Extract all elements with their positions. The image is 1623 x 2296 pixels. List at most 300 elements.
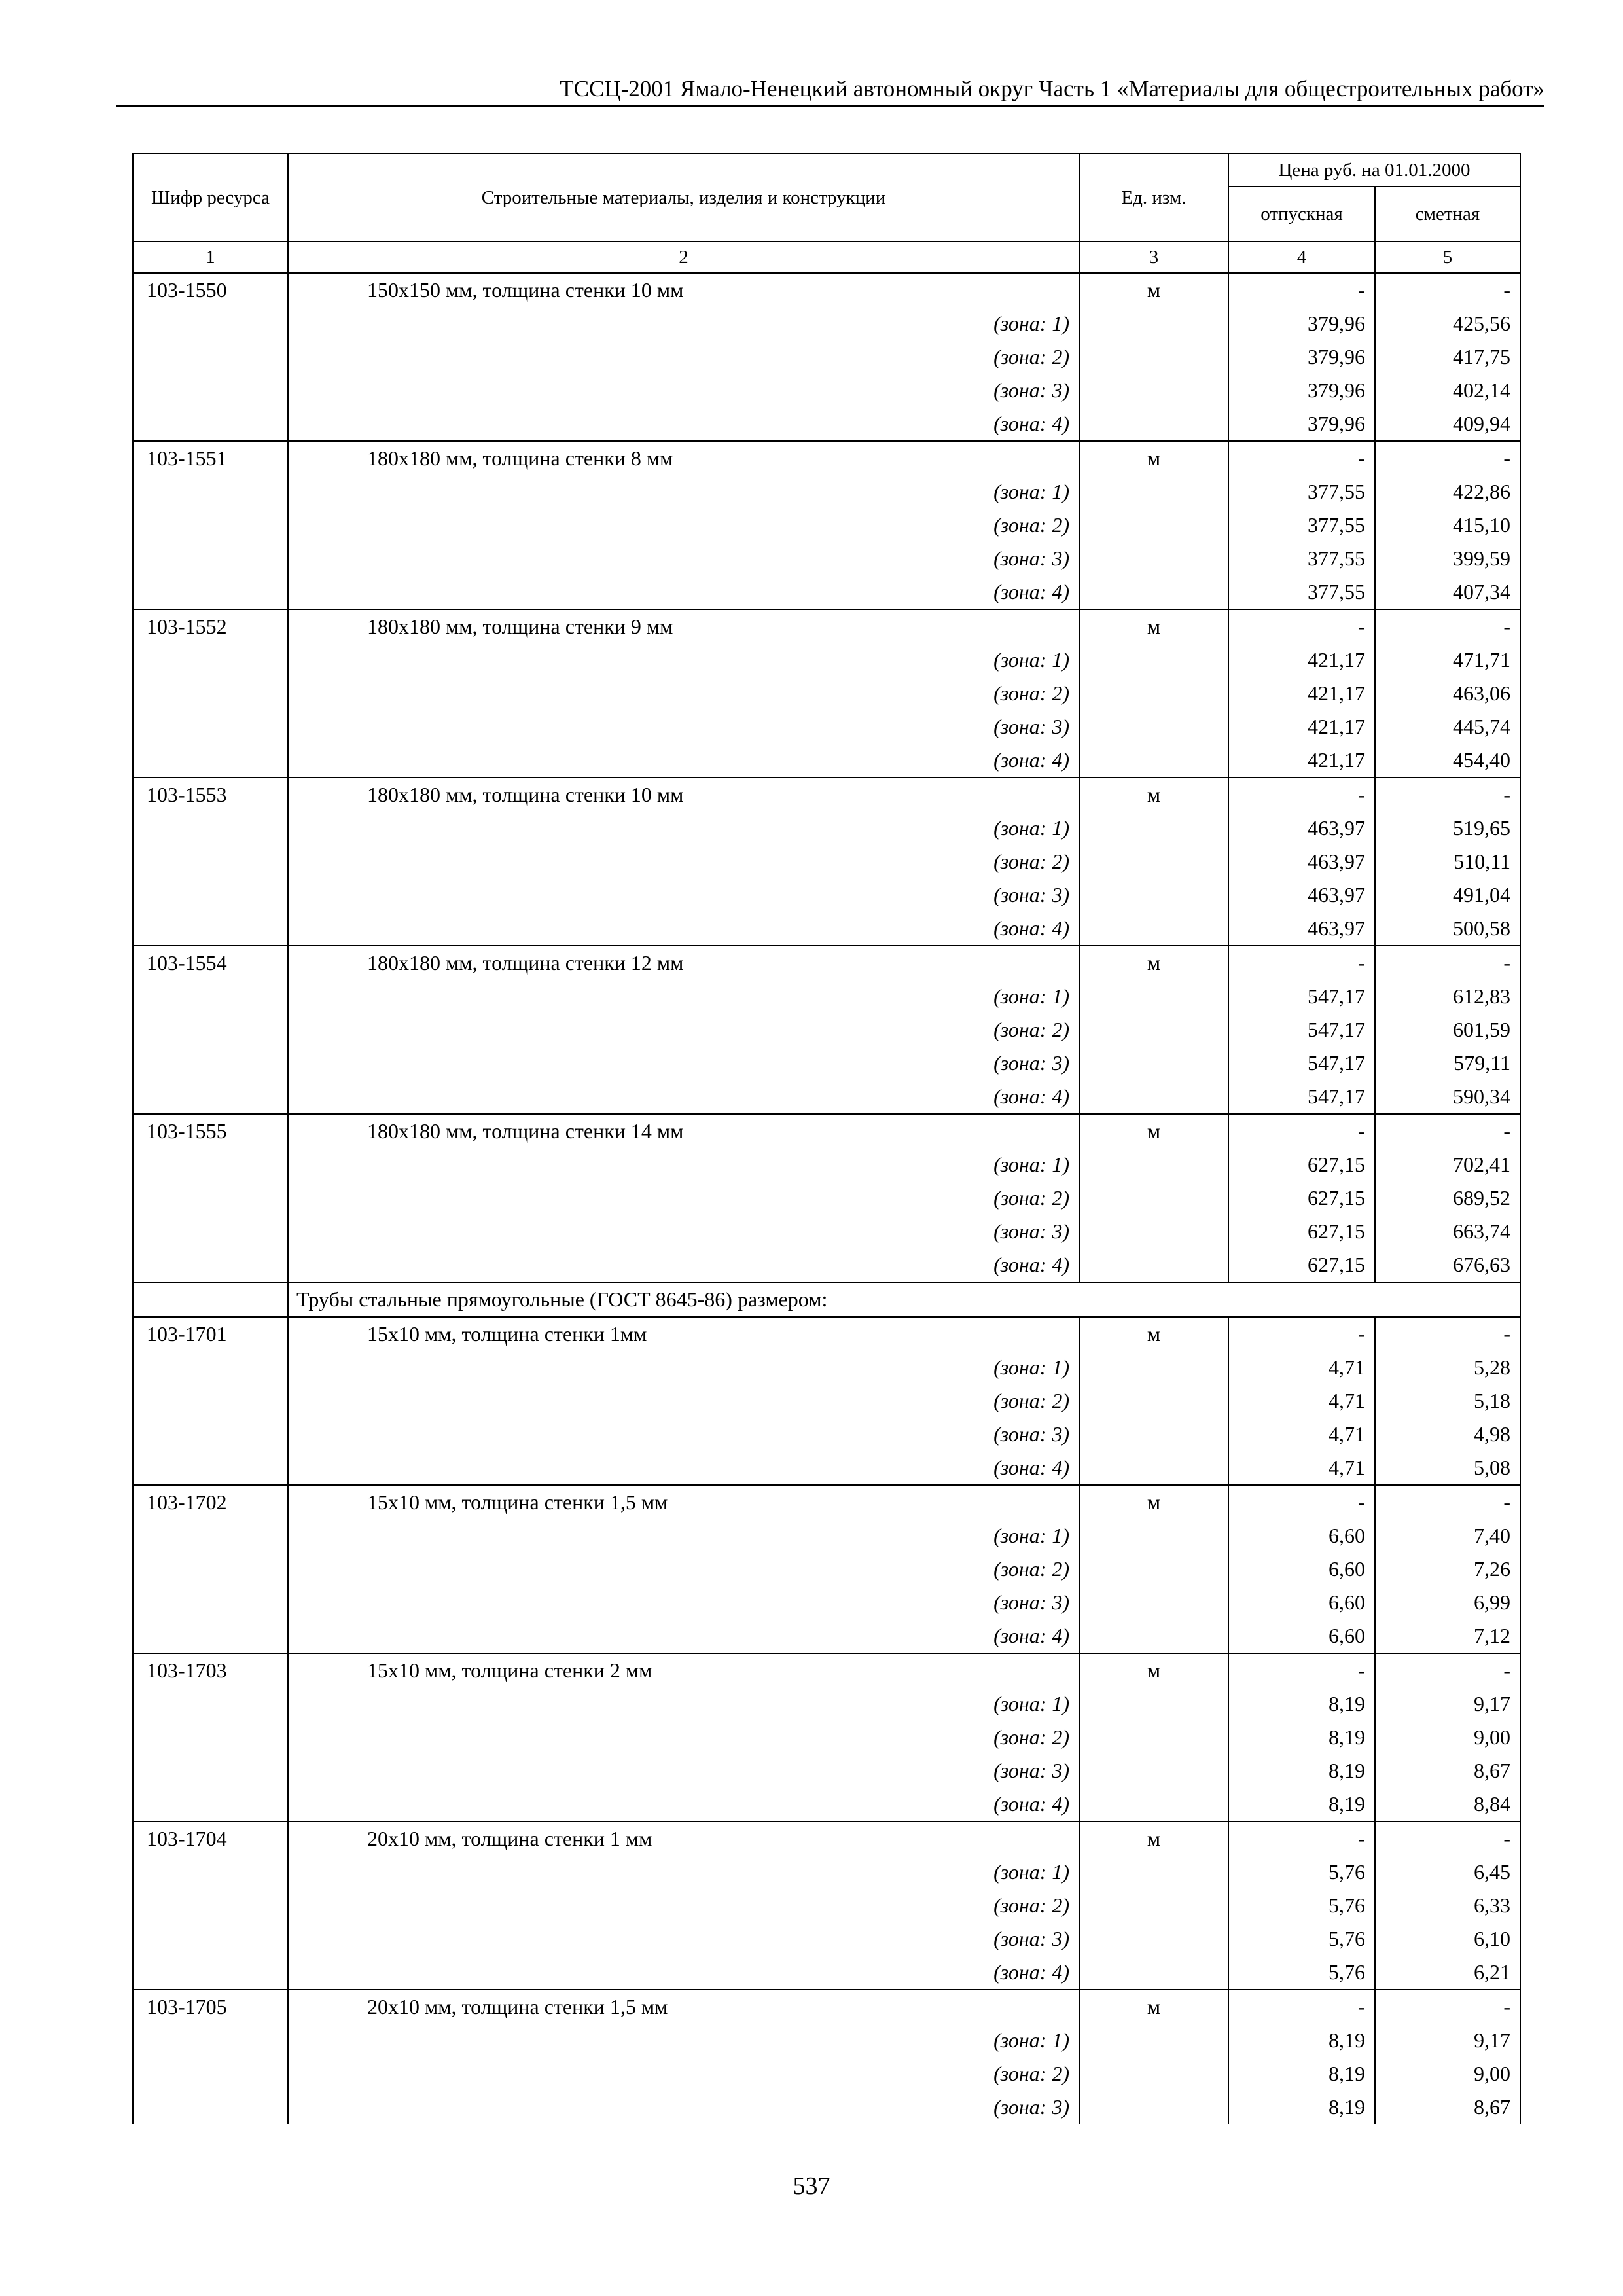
estimate-price: - (1375, 1485, 1520, 1519)
empty-unit-cell (1079, 1248, 1228, 1282)
release-price: 8,19 (1228, 1754, 1375, 1787)
empty-code-cell (133, 912, 288, 946)
zone-row (133, 1351, 1520, 1384)
empty-code-cell (133, 1922, 288, 1956)
estimate-price: 425,56 (1375, 307, 1520, 340)
zone-label: (зона: 3) (288, 2090, 1079, 2124)
empty-unit-cell (1079, 1013, 1228, 1047)
empty-code-cell (133, 2090, 288, 2124)
release-price: 627,15 (1228, 1181, 1375, 1215)
estimate-price: - (1375, 1114, 1520, 1148)
empty-code-cell (133, 1451, 288, 1485)
table-body-a (133, 273, 1520, 1282)
column-number: 1 (133, 242, 288, 273)
estimate-price: 689,52 (1375, 1181, 1520, 1215)
zone-row (133, 1687, 1520, 1721)
material-name: 180x180 мм, толщина стенки 8 мм (288, 441, 1079, 475)
section-code-cell (133, 1282, 288, 1317)
material-name: 180x180 мм, толщина стенки 12 мм (288, 946, 1079, 980)
unit-cell: м (1079, 273, 1228, 307)
empty-unit-cell (1079, 1047, 1228, 1080)
material-name: 15x10 мм, толщина стенки 1мм (288, 1317, 1079, 1351)
zone-label: (зона: 2) (288, 1721, 1079, 1754)
table-row (133, 441, 1520, 475)
resource-code: 103-1555 (133, 1114, 288, 1148)
zone-label: (зона: 3) (288, 374, 1079, 407)
table-row (133, 1990, 1520, 2024)
empty-unit-cell (1079, 1586, 1228, 1619)
zone-row (133, 1552, 1520, 1586)
zone-row (133, 677, 1520, 710)
material-name: 20x10 мм, толщина стенки 1 мм (288, 1821, 1079, 1856)
empty-unit-cell (1079, 1418, 1228, 1451)
release-price: 379,96 (1228, 307, 1375, 340)
material-name: 15x10 мм, толщина стенки 2 мм (288, 1653, 1079, 1687)
release-price: 627,15 (1228, 1148, 1375, 1181)
zone-row (133, 1721, 1520, 1754)
empty-unit-cell (1079, 980, 1228, 1013)
zone-row (133, 878, 1520, 912)
empty-code-cell (133, 1889, 288, 1922)
zone-row (133, 575, 1520, 609)
empty-code-cell (133, 1148, 288, 1181)
resource-code: 103-1703 (133, 1653, 288, 1687)
empty-code-cell (133, 307, 288, 340)
material-name: 180x180 мм, толщина стенки 10 мм (288, 778, 1079, 812)
empty-unit-cell (1079, 812, 1228, 845)
empty-unit-cell (1079, 475, 1228, 509)
running-header: ТССЦ-2001 Ямало-Ненецкий автономный округ Часть 1 «Материалы для общестроительных работ» (560, 76, 1544, 101)
table-row (133, 1821, 1520, 1856)
release-price: 377,55 (1228, 542, 1375, 575)
empty-code-cell (133, 575, 288, 609)
unit-cell: м (1079, 1114, 1228, 1148)
empty-code-cell (133, 845, 288, 878)
zone-label: (зона: 3) (288, 1586, 1079, 1619)
empty-unit-cell (1079, 710, 1228, 744)
resource-code: 103-1552 (133, 609, 288, 643)
empty-unit-cell (1079, 407, 1228, 441)
unit-cell: м (1079, 778, 1228, 812)
zone-row (133, 1148, 1520, 1181)
release-price: 379,96 (1228, 374, 1375, 407)
zone-label: (зона: 4) (288, 407, 1079, 441)
estimate-price: 7,26 (1375, 1552, 1520, 1586)
estimate-price: 422,86 (1375, 475, 1520, 509)
empty-code-cell (133, 710, 288, 744)
release-price: - (1228, 1653, 1375, 1687)
estimate-price: 500,58 (1375, 912, 1520, 946)
release-price: 547,17 (1228, 1080, 1375, 1114)
estimate-price: 407,34 (1375, 575, 1520, 609)
zone-row (133, 1619, 1520, 1653)
material-name: 180x180 мм, толщина стенки 14 мм (288, 1114, 1079, 1148)
zone-row (133, 1787, 1520, 1821)
zone-row (133, 1047, 1520, 1080)
release-price: 547,17 (1228, 1013, 1375, 1047)
zone-row (133, 1956, 1520, 1990)
zone-label: (зона: 3) (288, 710, 1079, 744)
zone-row (133, 2057, 1520, 2090)
empty-code-cell (133, 2057, 288, 2090)
release-price: - (1228, 609, 1375, 643)
estimate-price: - (1375, 778, 1520, 812)
empty-unit-cell (1079, 1552, 1228, 1586)
empty-code-cell (133, 1687, 288, 1721)
empty-unit-cell (1079, 744, 1228, 778)
header-rule (116, 105, 1544, 107)
zone-row (133, 1080, 1520, 1114)
zone-label: (зона: 3) (288, 1215, 1079, 1248)
zone-row (133, 1215, 1520, 1248)
zone-label: (зона: 2) (288, 2057, 1079, 2090)
zone-row (133, 744, 1520, 778)
empty-code-cell (133, 1013, 288, 1047)
estimate-price: 6,21 (1375, 1956, 1520, 1990)
empty-code-cell (133, 643, 288, 677)
release-price: 8,19 (1228, 2090, 1375, 2124)
empty-code-cell (133, 878, 288, 912)
estimate-price: 676,63 (1375, 1248, 1520, 1282)
empty-code-cell (133, 1519, 288, 1552)
empty-unit-cell (1079, 1922, 1228, 1956)
zone-label: (зона: 4) (288, 1956, 1079, 1990)
zone-row (133, 1889, 1520, 1922)
zone-row (133, 812, 1520, 845)
empty-unit-cell (1079, 912, 1228, 946)
empty-unit-cell (1079, 1721, 1228, 1754)
release-price: - (1228, 1821, 1375, 1856)
release-price: 627,15 (1228, 1248, 1375, 1282)
zone-label: (зона: 2) (288, 1889, 1079, 1922)
unit-cell: м (1079, 1485, 1228, 1519)
zone-row (133, 2024, 1520, 2057)
resource-code: 103-1550 (133, 273, 288, 307)
unit-cell: м (1079, 441, 1228, 475)
empty-unit-cell (1079, 1619, 1228, 1653)
zone-label: (зона: 1) (288, 475, 1079, 509)
release-price: 463,97 (1228, 812, 1375, 845)
release-price: 6,60 (1228, 1619, 1375, 1653)
release-price: - (1228, 1990, 1375, 2024)
resource-code: 103-1553 (133, 778, 288, 812)
table-row (133, 1485, 1520, 1519)
empty-code-cell (133, 1181, 288, 1215)
empty-code-cell (133, 1215, 288, 1248)
empty-code-cell (133, 1384, 288, 1418)
header-price-group: Цена руб. на 01.01.2000 (1228, 154, 1520, 187)
estimate-price: 6,45 (1375, 1856, 1520, 1889)
release-price: - (1228, 1114, 1375, 1148)
empty-unit-cell (1079, 643, 1228, 677)
zone-row (133, 643, 1520, 677)
estimate-price: - (1375, 441, 1520, 475)
estimate-price: 491,04 (1375, 878, 1520, 912)
empty-unit-cell (1079, 1687, 1228, 1721)
release-price: 377,55 (1228, 509, 1375, 542)
empty-unit-cell (1079, 2090, 1228, 2124)
empty-unit-cell (1079, 1956, 1228, 1990)
release-price: 379,96 (1228, 340, 1375, 374)
zone-row (133, 845, 1520, 878)
material-name: 20x10 мм, толщина стенки 1,5 мм (288, 1990, 1079, 2024)
unit-cell: м (1079, 1821, 1228, 1856)
empty-unit-cell (1079, 1451, 1228, 1485)
empty-code-cell (133, 2024, 288, 2057)
unit-cell: м (1079, 1990, 1228, 2024)
estimate-price: 601,59 (1375, 1013, 1520, 1047)
zone-row (133, 710, 1520, 744)
estimate-price: 4,98 (1375, 1418, 1520, 1451)
zone-row (133, 2090, 1520, 2124)
section-row (133, 1282, 1520, 1317)
empty-code-cell (133, 980, 288, 1013)
estimate-price: 8,67 (1375, 2090, 1520, 2124)
estimate-price: 463,06 (1375, 677, 1520, 710)
table-row (133, 1653, 1520, 1687)
header-name: Строительные материалы, изделия и конструкции (288, 154, 1079, 242)
zone-row (133, 1181, 1520, 1215)
empty-unit-cell (1079, 1856, 1228, 1889)
unit-cell: м (1079, 946, 1228, 980)
release-price: - (1228, 273, 1375, 307)
estimate-price: 417,75 (1375, 340, 1520, 374)
empty-unit-cell (1079, 542, 1228, 575)
release-price: 463,97 (1228, 912, 1375, 946)
zone-row (133, 374, 1520, 407)
empty-code-cell (133, 407, 288, 441)
estimate-price: 579,11 (1375, 1047, 1520, 1080)
header-unit: Ед. изм. (1079, 154, 1228, 242)
zone-label: (зона: 3) (288, 542, 1079, 575)
zone-label: (зона: 3) (288, 1418, 1079, 1451)
empty-code-cell (133, 475, 288, 509)
release-price: 8,19 (1228, 2057, 1375, 2090)
release-price: 377,55 (1228, 475, 1375, 509)
release-price: 421,17 (1228, 677, 1375, 710)
empty-unit-cell (1079, 575, 1228, 609)
zone-label: (зона: 2) (288, 677, 1079, 710)
release-price: - (1228, 1317, 1375, 1351)
zone-row (133, 509, 1520, 542)
release-price: 377,55 (1228, 575, 1375, 609)
zone-label: (зона: 4) (288, 1787, 1079, 1821)
empty-unit-cell (1079, 1148, 1228, 1181)
estimate-price: 519,65 (1375, 812, 1520, 845)
zone-label: (зона: 1) (288, 2024, 1079, 2057)
empty-code-cell (133, 1956, 288, 1990)
column-number: 5 (1375, 242, 1520, 273)
table-row (133, 609, 1520, 643)
column-number: 4 (1228, 242, 1375, 273)
zone-label: (зона: 4) (288, 1619, 1079, 1653)
zone-row (133, 1754, 1520, 1787)
page-number: 537 (793, 2172, 830, 2200)
empty-code-cell (133, 1080, 288, 1114)
zone-label: (зона: 3) (288, 1754, 1079, 1787)
zone-label: (зона: 4) (288, 1248, 1079, 1282)
estimate-price: 9,00 (1375, 2057, 1520, 2090)
zone-label: (зона: 2) (288, 1384, 1079, 1418)
estimate-price: 8,84 (1375, 1787, 1520, 1821)
release-price: 4,71 (1228, 1451, 1375, 1485)
release-price: 5,76 (1228, 1956, 1375, 1990)
release-price: - (1228, 441, 1375, 475)
release-price: 547,17 (1228, 1047, 1375, 1080)
empty-code-cell (133, 1047, 288, 1080)
estimate-price: 8,67 (1375, 1754, 1520, 1787)
estimate-price: 9,00 (1375, 1721, 1520, 1754)
release-price: 547,17 (1228, 980, 1375, 1013)
zone-row (133, 1922, 1520, 1956)
empty-unit-cell (1079, 878, 1228, 912)
material-name: 180x180 мм, толщина стенки 9 мм (288, 609, 1079, 643)
empty-unit-cell (1079, 1181, 1228, 1215)
empty-code-cell (133, 1619, 288, 1653)
empty-code-cell (133, 812, 288, 845)
table-row (133, 1317, 1520, 1351)
release-price: 8,19 (1228, 1721, 1375, 1754)
release-price: - (1228, 778, 1375, 812)
empty-unit-cell (1079, 1351, 1228, 1384)
release-price: 6,60 (1228, 1552, 1375, 1586)
empty-unit-cell (1079, 2057, 1228, 2090)
zone-label: (зона: 1) (288, 1519, 1079, 1552)
zone-row (133, 1248, 1520, 1282)
release-price: - (1228, 946, 1375, 980)
empty-unit-cell (1079, 1519, 1228, 1552)
empty-code-cell (133, 1351, 288, 1384)
empty-code-cell (133, 1754, 288, 1787)
empty-unit-cell (1079, 374, 1228, 407)
estimate-price: 402,14 (1375, 374, 1520, 407)
estimate-price: 5,28 (1375, 1351, 1520, 1384)
release-price: 5,76 (1228, 1889, 1375, 1922)
price-table (132, 153, 1521, 2124)
empty-unit-cell (1079, 677, 1228, 710)
zone-row (133, 1856, 1520, 1889)
empty-code-cell (133, 744, 288, 778)
empty-unit-cell (1079, 2024, 1228, 2057)
estimate-price: 471,71 (1375, 643, 1520, 677)
empty-unit-cell (1079, 1384, 1228, 1418)
release-price: 4,71 (1228, 1384, 1375, 1418)
zone-label: (зона: 2) (288, 509, 1079, 542)
resource-code: 103-1554 (133, 946, 288, 980)
empty-unit-cell (1079, 509, 1228, 542)
zone-label: (зона: 4) (288, 575, 1079, 609)
release-price: 379,96 (1228, 407, 1375, 441)
zone-label: (зона: 1) (288, 1687, 1079, 1721)
release-price: 463,97 (1228, 845, 1375, 878)
estimate-price: - (1375, 1821, 1520, 1856)
zone-label: (зона: 4) (288, 744, 1079, 778)
estimate-price: - (1375, 609, 1520, 643)
table-row (133, 273, 1520, 307)
empty-code-cell (133, 677, 288, 710)
release-price: 5,76 (1228, 1922, 1375, 1956)
empty-code-cell (133, 509, 288, 542)
release-price: 421,17 (1228, 710, 1375, 744)
zone-label: (зона: 2) (288, 1552, 1079, 1586)
estimate-price: 663,74 (1375, 1215, 1520, 1248)
table-row (133, 778, 1520, 812)
estimate-price: 5,18 (1375, 1384, 1520, 1418)
empty-code-cell (133, 340, 288, 374)
estimate-price: 510,11 (1375, 845, 1520, 878)
empty-code-cell (133, 1856, 288, 1889)
zone-label: (зона: 3) (288, 1047, 1079, 1080)
estimate-price: 590,34 (1375, 1080, 1520, 1114)
zone-label: (зона: 2) (288, 340, 1079, 374)
zone-row (133, 1451, 1520, 1485)
zone-row (133, 1013, 1520, 1047)
estimate-price: - (1375, 1653, 1520, 1687)
column-number: 2 (288, 242, 1079, 273)
empty-unit-cell (1079, 1215, 1228, 1248)
estimate-price: 399,59 (1375, 542, 1520, 575)
release-price: 5,76 (1228, 1856, 1375, 1889)
empty-code-cell (133, 1586, 288, 1619)
zone-row (133, 1384, 1520, 1418)
release-price: 421,17 (1228, 643, 1375, 677)
zone-label: (зона: 1) (288, 1148, 1079, 1181)
estimate-price: - (1375, 1317, 1520, 1351)
zone-label: (зона: 2) (288, 1181, 1079, 1215)
resource-code: 103-1704 (133, 1821, 288, 1856)
resource-code: 103-1701 (133, 1317, 288, 1351)
release-price: - (1228, 1485, 1375, 1519)
unit-cell: м (1079, 1317, 1228, 1351)
empty-unit-cell (1079, 1889, 1228, 1922)
zone-label: (зона: 1) (288, 980, 1079, 1013)
zone-label: (зона: 4) (288, 1451, 1079, 1485)
empty-code-cell (133, 1552, 288, 1586)
estimate-price: 612,83 (1375, 980, 1520, 1013)
zone-row (133, 475, 1520, 509)
estimate-price: 415,10 (1375, 509, 1520, 542)
empty-code-cell (133, 1787, 288, 1821)
column-number: 3 (1079, 242, 1228, 273)
zone-label: (зона: 1) (288, 1351, 1079, 1384)
release-price: 8,19 (1228, 1787, 1375, 1821)
empty-unit-cell (1079, 845, 1228, 878)
empty-code-cell (133, 1248, 288, 1282)
release-price: 6,60 (1228, 1519, 1375, 1552)
zone-label: (зона: 2) (288, 1013, 1079, 1047)
header-estimate: сметная (1375, 187, 1520, 242)
table-section (133, 1282, 1520, 1317)
resource-code: 103-1702 (133, 1485, 288, 1519)
zone-label: (зона: 4) (288, 1080, 1079, 1114)
zone-label: (зона: 4) (288, 912, 1079, 946)
estimate-price: 5,08 (1375, 1451, 1520, 1485)
zone-row (133, 1418, 1520, 1451)
release-price: 627,15 (1228, 1215, 1375, 1248)
header-release: отпускная (1228, 187, 1375, 242)
estimate-price: 454,40 (1375, 744, 1520, 778)
zone-row (133, 340, 1520, 374)
release-price: 421,17 (1228, 744, 1375, 778)
zone-row (133, 307, 1520, 340)
empty-code-cell (133, 1418, 288, 1451)
header-code: Шифр ресурса (133, 154, 288, 242)
zone-row (133, 980, 1520, 1013)
empty-unit-cell (1079, 340, 1228, 374)
estimate-price: 702,41 (1375, 1148, 1520, 1181)
zone-label: (зона: 1) (288, 643, 1079, 677)
empty-unit-cell (1079, 1787, 1228, 1821)
